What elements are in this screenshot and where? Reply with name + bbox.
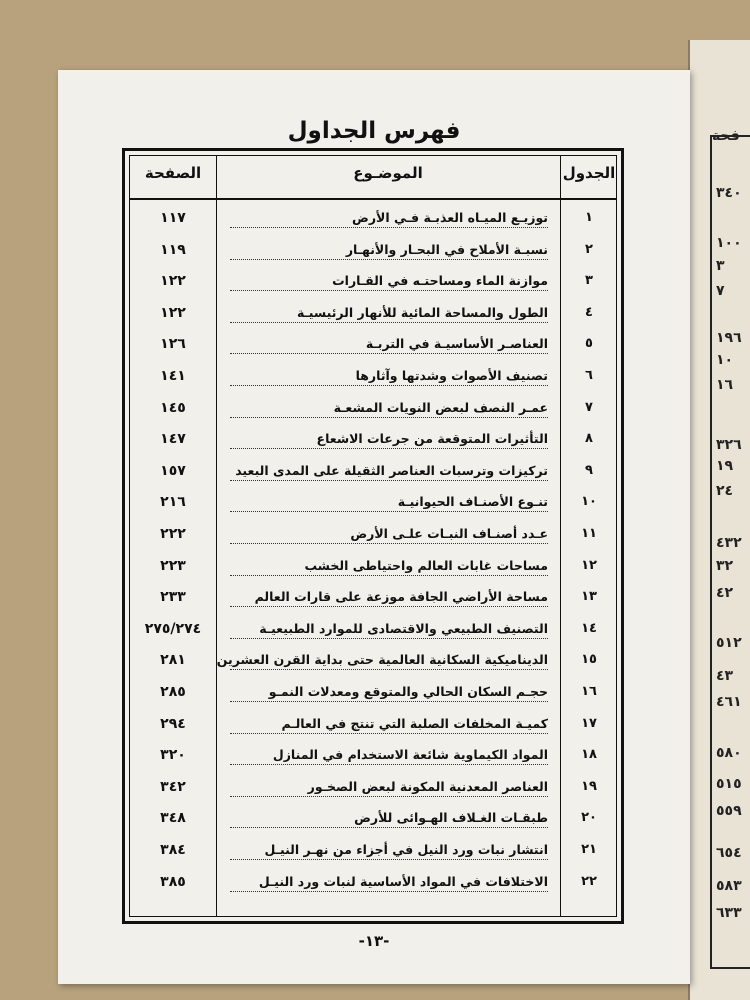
dotted-underline [230,891,548,892]
row-number: ٤ [585,304,593,320]
table-row [130,305,616,335]
facing-page-fragment: ٦٣٣ [716,905,742,921]
row-page: ١٤١ [160,368,186,384]
row-topic: العناصر المعدنية المكونة لبعض الصخـور [307,778,548,794]
row-number: ١٤ [581,620,597,636]
row-topic-cell [230,431,548,449]
table-row [130,842,616,872]
row-topic: الديناميكية السكانية العالمية حتى بداية القرن العشرين [216,652,548,668]
row-number: ١٦ [581,684,597,699]
row-page: ١٢٢ [160,273,186,290]
facing-page-fragment: ٥٨٣ [716,878,742,894]
row-number: ٧ [585,399,593,415]
row-number: ٢٠ [581,810,597,826]
row-number: ١٠ [581,494,597,510]
header-page: الصفحة [144,164,202,182]
table-row [130,400,616,430]
row-page: ١٢٦ [160,336,186,353]
facing-page-fragment: فحة [712,128,740,144]
row-page: ١٤٧ [160,431,186,448]
dotted-underline [230,859,548,860]
table-row [130,368,616,398]
book-page [58,70,690,984]
row-page: ١٥٧ [160,462,186,479]
facing-page-fragment: ٥٨٠ [716,745,742,761]
row-number: ٥ [585,336,593,352]
row-number: ١٩ [581,778,597,794]
row-topic: مساحات غابات العالم واحتياطى الخشب [304,557,548,573]
row-number: ١٣ [581,589,597,605]
facing-page-fragment: ١٦ [716,377,734,393]
row-topic: موازنة الماء ومساحتـه في القـارات [332,273,548,289]
row-topic-cell [230,684,548,702]
row-number: ٩ [585,462,593,478]
row-topic: انتشار نبات ورد النيل في أجزاء من نهـر النيـل [264,842,548,857]
table-row [130,652,616,682]
row-topic: تصنيف الأصوات وشدتها وآثارها [355,368,548,383]
row-topic-cell [230,210,548,228]
dotted-underline [230,638,548,639]
table-row [130,684,616,714]
row-topic: تنـوع الأصنـاف الحيوانيـة [397,494,548,510]
row-topic-cell [230,494,548,512]
row-number: ١٥ [581,652,597,668]
dotted-underline [230,764,548,765]
dotted-underline [230,448,548,449]
row-number: ١ [585,210,593,225]
row-topic: التأثيرات المتوقعة من جرعات الاشعاع [316,431,548,447]
row-number: ٢١ [581,842,597,857]
row-number: ٢٢ [581,873,597,889]
dotted-underline [230,385,548,386]
facing-page-fragment: ١٠ [716,352,734,368]
dotted-underline [230,575,548,576]
row-topic-cell [230,242,548,260]
row-number: ١٢ [581,557,597,573]
dotted-underline [230,417,548,418]
row-topic: طبقـات الغـلاف الهـوائى للأرض [354,810,548,826]
row-topic-cell [230,558,548,576]
dotted-underline [230,227,548,228]
dotted-underline [230,259,548,260]
dotted-underline [230,669,548,670]
dotted-underline [230,827,548,828]
dotted-underline [230,796,548,797]
facing-page-fragment: ٥٥٩ [716,803,742,819]
row-topic-cell [230,463,548,481]
table-row [130,558,616,588]
page-number: -١٣- [358,932,390,950]
row-topic: كميـة المخلفات الصلبة التي تنتج في العالـم [281,715,548,731]
row-topic-cell [230,336,548,354]
dotted-underline [230,322,548,323]
row-page: ٢٨٥ [160,684,186,700]
row-topic-cell [230,716,548,734]
row-topic-cell [230,874,548,892]
row-topic-cell [230,305,548,323]
row-topic: المواد الكيماوية شائعة الاستخدام في المنازل [272,747,548,763]
table-row [130,431,616,461]
facing-page-fragment: ١٩٦ [716,330,742,346]
row-topic: حجـم السكان الحالي والمتوقع ومعدلات النمـو [268,684,548,699]
facing-page-fragment: ١٠٠ [716,235,742,251]
facing-page-fragment: ٣٢٦ [716,437,742,453]
header-table: الجدول [562,164,616,182]
facing-page-fragment: ٤٦١ [716,694,742,710]
dotted-underline [230,606,548,607]
row-topic-cell [230,273,548,291]
row-number: ٣ [585,273,593,289]
row-topic-cell [230,368,548,386]
row-topic-cell [216,652,548,670]
facing-page-fragment: ١٩ [716,458,734,474]
table-row [130,810,616,840]
row-page: ١١٧ [160,210,186,226]
row-page: ٢٨١ [160,652,186,669]
row-topic-cell [230,621,548,639]
row-page: ٣٢٠ [160,747,186,764]
row-number: ٢ [585,241,593,257]
table-row [130,716,616,746]
header-topic: الموضـوع [353,164,423,182]
table-row [130,273,616,303]
row-topic-cell [230,589,548,607]
row-page: ٣٤٢ [160,778,186,795]
table-row [130,747,616,777]
facing-page-fragment: ٥١٥ [716,776,742,792]
row-page: ٢٧٥/٢٧٤ [144,620,202,637]
page-title: فهرس الجداول [287,118,461,144]
table-row [130,621,616,651]
row-page: ٢١٦ [160,494,186,511]
row-page: ٢٢٣ [160,557,186,574]
table-row [130,494,616,524]
dotted-underline [230,511,548,512]
dotted-underline [230,701,548,702]
row-topic: عـدد أصنـاف النبـات علـى الأرض [350,526,548,541]
table-row [130,874,616,904]
dotted-underline [230,353,548,354]
row-page: ٢٣٣ [160,589,186,606]
table-row [130,242,616,272]
facing-page-fragment: ٢٤ [716,483,734,499]
row-topic-cell [230,526,548,544]
facing-page-fragment: ٤٣٢ [716,535,742,551]
table-row [130,526,616,556]
row-topic: عمـر النصف لبعض النويات المشعـة [333,399,548,415]
row-topic-cell [230,810,548,828]
table-inner [129,155,617,917]
row-page: ١٤٥ [160,399,186,416]
facing-page-fragment: ٤٣ [716,668,734,684]
row-topic: توزيـع الميـاه العذبـة فـي الأرض [352,210,548,225]
row-topic: العناصـر الأساسيـة في التربـة [365,336,548,352]
row-topic: تركيزات وترسبات العناصر الثقيلة على المدى البعيد [235,462,548,478]
dotted-underline [230,480,548,481]
table-row [130,210,616,240]
facing-page-fragment: ٦٥٤ [716,845,742,861]
row-number: ١٨ [581,747,597,763]
row-number: ٨ [585,431,593,447]
facing-page-fragment: ٣٢ [716,558,734,574]
row-number: ١١ [581,526,597,541]
facing-page-fragment: ٣ [716,258,725,274]
row-topic-cell [230,779,548,797]
facing-page-fragment: ٤٢ [716,585,734,601]
row-page: ١٢٢ [160,304,186,321]
dotted-underline [230,733,548,734]
table-frame [122,148,624,924]
row-page: ٣٤٨ [160,810,186,827]
row-topic: التصنيف الطبيعي والاقتصادى للموارد الطبيعيـة [259,620,548,636]
row-topic: الطول والمساحة المائية للأنهار الرئيسيـة [296,304,548,320]
row-page: ٢٩٤ [160,715,186,732]
row-page: ١١٩ [160,241,186,258]
row-topic: مساحة الأراضي الجافة موزعة على قارات العالم [254,589,548,605]
table-row [130,336,616,366]
row-topic: نسبـة الأملاح في البحـار والأنهـار [345,241,548,257]
table-row [130,463,616,493]
row-topic-cell [230,400,548,418]
facing-page-fragment: ٧ [716,283,725,299]
table-row [130,589,616,619]
table-row [130,779,616,809]
header-underline [130,198,616,200]
row-number: ٦ [585,368,593,383]
row-page: ٣٨٤ [160,842,186,858]
dotted-underline [230,290,548,291]
row-number: ١٧ [581,715,597,731]
row-topic-cell [230,747,548,765]
row-page: ٢٢٢ [160,526,186,542]
row-topic: الاختلافات في المواد الأساسية لنبات ورد النيـل [258,873,548,889]
dotted-underline [230,543,548,544]
facing-page-fragment: ٣٤٠ [716,185,742,201]
row-topic-cell [230,842,548,860]
facing-page-fragment: ٥١٢ [716,635,742,651]
row-page: ٣٨٥ [160,873,186,890]
